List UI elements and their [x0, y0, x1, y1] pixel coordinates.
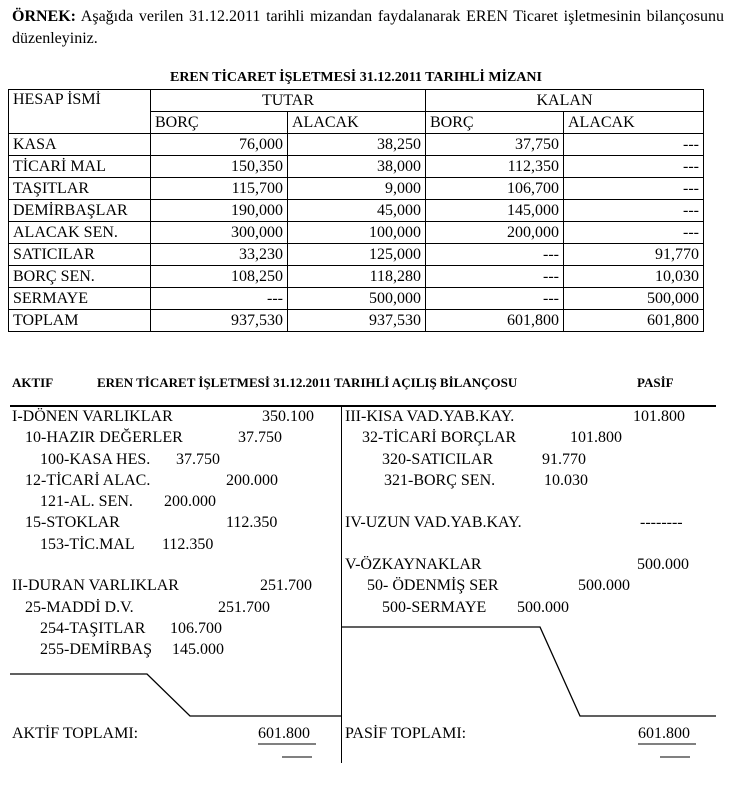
left-item-value: 350.100	[262, 408, 314, 425]
amount-cell: 937,530	[151, 310, 288, 332]
amount-cell: ---	[151, 288, 288, 310]
amount-cell: 500,000	[564, 288, 704, 310]
amount-cell: 76,000	[151, 134, 288, 156]
header-hesap-ismi: HESAP İSMİ	[9, 90, 151, 134]
amount-cell: 9,000	[288, 178, 426, 200]
aktif-total-value: 601.800	[258, 725, 310, 742]
left-item-value: 251.700	[218, 599, 270, 616]
amount-cell: 108,250	[151, 266, 288, 288]
amount-cell: 100,000	[288, 222, 426, 244]
amount-cell: 33,230	[151, 244, 288, 266]
amount-cell: 190,000	[151, 200, 288, 222]
amount-cell: 45,000	[288, 200, 426, 222]
header-borc: BORÇ	[151, 112, 288, 134]
mizan-title: EREN TİCARET İŞLETMESİ 31.12.2011 TARIHLİ MİZANI	[169, 70, 542, 85]
right-item-label: 32-TİCARİ BORÇLAR	[362, 429, 517, 446]
right-item-value: 500.000	[517, 599, 569, 616]
amount-cell: ---	[564, 156, 704, 178]
left-item-value: 37.750	[176, 451, 220, 468]
left-item-label: 10-HAZIR DEĞERLER	[25, 429, 183, 446]
account-name: KASA	[9, 134, 151, 156]
amount-cell: ---	[564, 178, 704, 200]
account-name: TAŞITLAR	[9, 178, 151, 200]
amount-cell: 115,700	[151, 178, 288, 200]
header-borc: BORÇ	[426, 112, 564, 134]
account-name: BORÇ SEN.	[9, 266, 151, 288]
amount-cell: 38,250	[288, 134, 426, 156]
account-name: DEMİRBAŞLAR	[9, 200, 151, 222]
right-item-value: 101.800	[633, 408, 685, 425]
amount-cell: 601,800	[426, 310, 564, 332]
amount-cell: 112,350	[426, 156, 564, 178]
left-item-label: 100-KASA HES.	[40, 451, 151, 468]
left-item-label: 254-TAŞITLAR	[40, 620, 146, 637]
amount-cell: 38,000	[288, 156, 426, 178]
aktif-label: AKTIF	[12, 375, 54, 390]
amount-cell: 150,350	[151, 156, 288, 178]
amount-cell: 601,800	[564, 310, 704, 332]
left-item-label: 15-STOKLAR	[25, 514, 120, 531]
pasif-label: PASİF	[637, 375, 674, 390]
amount-cell: ---	[564, 200, 704, 222]
left-item-label: 121-AL. SEN.	[40, 493, 133, 510]
amount-cell: ---	[426, 244, 564, 266]
left-item-value: 112.350	[226, 514, 278, 531]
header-tutar: TUTAR	[151, 90, 426, 112]
left-item-value: 251.700	[260, 577, 312, 594]
account-name: SATICILAR	[9, 244, 151, 266]
left-item-value: 106.700	[170, 620, 222, 637]
amount-cell: 500,000	[288, 288, 426, 310]
left-item-label: 12-TİCARİ ALAC.	[25, 472, 151, 489]
account-name: ALACAK SEN.	[9, 222, 151, 244]
right-item-label: III-KISA VAD.YAB.KAY.	[345, 408, 515, 425]
amount-cell: 10,030	[564, 266, 704, 288]
amount-cell: 937,530	[288, 310, 426, 332]
account-name: TOPLAM	[9, 310, 151, 332]
right-item-value: 500.000	[578, 577, 630, 594]
left-item-label: 25-MADDİ D.V.	[25, 599, 134, 616]
right-item-value: 101.800	[570, 429, 622, 446]
left-item-label: 255-DEMİRBAŞ	[40, 641, 153, 658]
account-name: TİCARİ MAL	[9, 156, 151, 178]
amount-cell: 145,000	[426, 200, 564, 222]
amount-cell: ---	[564, 222, 704, 244]
pasif-total-value: 601.800	[638, 725, 690, 742]
right-item-label: 500-SERMAYE	[382, 599, 487, 616]
amount-cell: 106,700	[426, 178, 564, 200]
left-item-value: 200.000	[164, 493, 216, 510]
left-item-value: 112.350	[162, 536, 214, 553]
right-item-label: IV-UZUN VAD.YAB.KAY.	[345, 514, 522, 531]
right-item-value: --------	[640, 514, 683, 531]
right-item-label: 50- ÖDENMİŞ SER	[367, 577, 499, 594]
intro-text: Aşağıda verilen 31.12.2011 tarihli mizandan faydalanarak EREN Ticaret işletmesinin bilançosunu düzenleyiniz.	[12, 8, 724, 47]
amount-cell: 125,000	[288, 244, 426, 266]
amount-cell: 118,280	[288, 266, 426, 288]
amount-cell: ---	[426, 288, 564, 310]
amount-cell: 37,750	[426, 134, 564, 156]
right-item-label: V-ÖZKAYNAKLAR	[345, 556, 482, 573]
left-item-label: II-DURAN VARLIKLAR	[12, 577, 179, 594]
right-item-label: 320-SATICILAR	[382, 451, 494, 468]
bilanco-title: EREN TİCARET İŞLETMESİ 31.12.2011 TARIHLİ AÇILIŞ BİLANÇOSU	[97, 375, 518, 390]
header-alacak: ALACAK	[288, 112, 426, 134]
right-item-value: 10.030	[544, 472, 588, 489]
left-item-value: 37.750	[238, 429, 282, 446]
amount-cell: 91,770	[564, 244, 704, 266]
account-name: SERMAYE	[9, 288, 151, 310]
amount-cell: 300,000	[151, 222, 288, 244]
amount-cell: ---	[564, 134, 704, 156]
left-item-value: 200.000	[226, 472, 278, 489]
header-kalan: KALAN	[426, 90, 704, 112]
left-item-label: 153-TİC.MAL	[40, 536, 135, 553]
left-item-label: I-DÖNEN VARLIKLAR	[12, 408, 173, 425]
left-item-value: 145.000	[172, 641, 224, 658]
header-alacak: ALACAK	[564, 112, 704, 134]
amount-cell: ---	[426, 266, 564, 288]
right-item-value: 91.770	[542, 451, 586, 468]
aktif-total-label: AKTİF TOPLAMI:	[12, 725, 139, 742]
pasif-total-label: PASİF TOPLAMI:	[345, 725, 467, 742]
right-item-label: 321-BORÇ SEN.	[384, 472, 496, 489]
intro-label: ÖRNEK:	[12, 8, 76, 25]
right-item-value: 500.000	[637, 556, 689, 573]
amount-cell: 200,000	[426, 222, 564, 244]
